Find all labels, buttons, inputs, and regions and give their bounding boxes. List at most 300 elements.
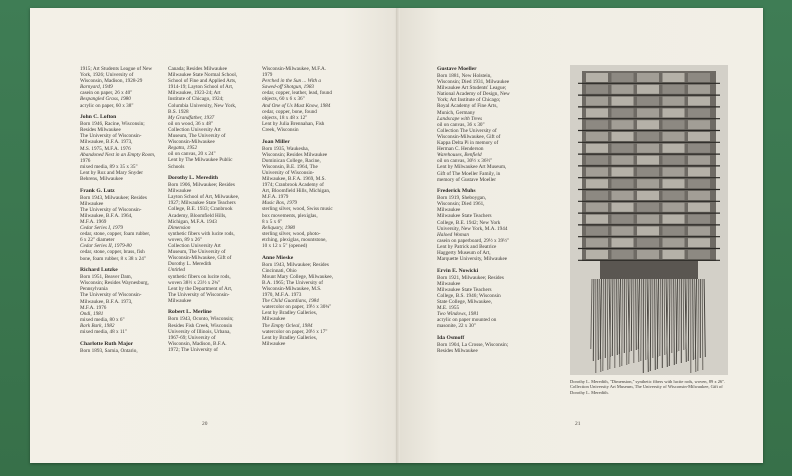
artist-name: Robert L. Merline bbox=[168, 309, 212, 316]
entry-line: Resides Milwaukee bbox=[437, 348, 478, 355]
fiber-fringe bbox=[702, 279, 703, 370]
entry-line: Milwaukee, B.F.A. 1964, bbox=[80, 212, 133, 219]
weave-panel bbox=[612, 167, 634, 176]
weave-panel bbox=[688, 179, 710, 188]
entry-line: casein on paper, 26 x 40" bbox=[80, 90, 133, 97]
entry-line: Wisconsin, Madison, 1928-29 bbox=[80, 78, 143, 85]
artwork-title: Haloed Woman bbox=[437, 231, 469, 238]
weave-panel bbox=[688, 191, 710, 200]
weave-panel bbox=[612, 132, 634, 141]
weave-panel bbox=[663, 156, 685, 165]
entry-line: Gift of The Moeller Family, in bbox=[437, 170, 501, 177]
weave-panel bbox=[637, 167, 659, 176]
entry-line: Collection University Art bbox=[168, 243, 221, 250]
artwork-title: Barnyard, 1949 bbox=[80, 84, 113, 91]
photo-caption: Dorothy L. Meredith, "Dimension," synthetic fibers with lucite rods, woven, 89 x 26". Collection University Art Museum, The University of Wisconsin-Milwaukee, Gift of Dorothy L. Meredith. bbox=[570, 379, 726, 395]
weave-panel bbox=[637, 226, 659, 235]
weave-panel bbox=[688, 250, 710, 259]
entry-line: M.S. 1975, M.F.A. 1976 bbox=[80, 145, 131, 152]
entry-line: casein on paperboard, 29½ x 39½" bbox=[437, 237, 510, 244]
entry-line: cedar, copper, leather, lead, found bbox=[262, 90, 332, 97]
weave-panel bbox=[688, 120, 710, 129]
artwork-title: Dimension bbox=[168, 224, 191, 231]
weave-panel bbox=[637, 179, 659, 188]
weave-panel bbox=[612, 238, 634, 247]
artwork-title: Reliquary, 1980 bbox=[262, 224, 296, 231]
weave-panel bbox=[663, 132, 685, 141]
entry-line: acrylic on paper, 60 x 38" bbox=[80, 102, 134, 109]
weave-panel bbox=[586, 73, 608, 82]
weave-panel bbox=[688, 215, 710, 224]
artist-entry bbox=[80, 188, 176, 262]
entry-line: Milwaukee bbox=[168, 297, 192, 304]
entry-line: Milwaukee bbox=[262, 316, 286, 323]
entry-line: Born 1921, Milwaukee; Resides bbox=[437, 274, 504, 281]
fiber-fringe bbox=[698, 279, 699, 371]
artwork-title: And One of Us Must Know, 1984 bbox=[262, 102, 331, 109]
entry-line: College, B.E. 1942; New York bbox=[437, 219, 501, 226]
entry-line: Marquette University, Milwaukee bbox=[437, 256, 508, 263]
entry-line: Milwaukee, B.F.A. 1969, M.S. bbox=[262, 176, 326, 182]
fiber-fringe bbox=[598, 279, 599, 360]
entry-line: Born 1919, Sheboygan, bbox=[437, 195, 486, 202]
artwork-title: The Child Guardians, 1984 bbox=[262, 298, 319, 305]
weave-panel bbox=[663, 167, 685, 176]
weave-panel bbox=[586, 120, 608, 129]
entry-line: Museum, The University of bbox=[168, 249, 226, 256]
entry-line: objects, 18 x 48 x 12" bbox=[262, 114, 308, 121]
weave-panel bbox=[637, 203, 659, 212]
weave-panel bbox=[663, 215, 685, 224]
entry-line: Mount Mary College, Milwaukee, bbox=[262, 273, 334, 280]
artist-entry bbox=[80, 267, 176, 335]
right-page-number: 21 bbox=[575, 421, 581, 427]
weave-panel bbox=[637, 156, 659, 165]
weave-panel bbox=[688, 132, 710, 141]
entry-line: Haggerty Museum of Art, bbox=[437, 250, 491, 257]
artwork-photo bbox=[570, 65, 728, 375]
entry-line: Lent by Patrick and Beatrice bbox=[437, 243, 497, 250]
weave-panel bbox=[637, 132, 659, 141]
entry-line: University, New York, M.A. 1944 bbox=[437, 225, 508, 232]
weave-panel bbox=[586, 167, 608, 176]
artwork-title: My Grandfather, 1937 bbox=[168, 114, 215, 121]
entry-line: M.F.A. 1969 bbox=[80, 218, 107, 225]
entry-line: Institute of Chicago, 1924; bbox=[168, 96, 224, 103]
artwork-title: Bespangled Grass, 1980 bbox=[80, 96, 131, 103]
fiber-fringe bbox=[641, 279, 642, 361]
weave-panel bbox=[637, 250, 659, 259]
artist-name: Anne Mieske bbox=[262, 254, 294, 261]
weave-panel bbox=[688, 203, 710, 212]
entry-line: 1915; Art Students League of New bbox=[80, 66, 153, 72]
entry-line: M.E. 1955 bbox=[437, 305, 460, 312]
fiber-fringe bbox=[674, 279, 675, 365]
weave-panel bbox=[586, 144, 608, 153]
artist-name: John C. Lofton bbox=[80, 114, 117, 121]
fiber-fringe bbox=[622, 279, 623, 366]
weave-panel bbox=[688, 73, 710, 82]
artist-entry bbox=[168, 175, 268, 304]
entry-line: Herman C. Henderson bbox=[437, 146, 484, 153]
artwork-title: Untitled bbox=[168, 267, 186, 274]
fiber-fringe bbox=[645, 279, 646, 360]
entry-line: Born 1906, Milwaukee; Resides bbox=[168, 182, 235, 189]
fiber-fringe bbox=[655, 279, 656, 370]
weave-panel bbox=[586, 215, 608, 224]
entry-line: woven 38½ x 23½ x 2¾" bbox=[168, 279, 221, 286]
weave-panel bbox=[663, 250, 685, 259]
entry-line: 1979 bbox=[262, 72, 273, 79]
artist-name: Frank G. Lutz bbox=[80, 187, 115, 194]
weave-panel bbox=[612, 191, 634, 200]
entry-line: oil on canvas, 20 x 24" bbox=[168, 151, 216, 158]
artwork-title: The Empty Ocleal, 1984 bbox=[262, 322, 313, 329]
weave-panel bbox=[612, 250, 634, 259]
fiber-fringe bbox=[603, 279, 604, 371]
artist-entry bbox=[262, 66, 372, 133]
fiber-fringe bbox=[631, 279, 632, 351]
artwork-title: Abandoned Nest in an Empty Room, bbox=[80, 151, 156, 158]
entry-line: Milwaukee bbox=[262, 340, 286, 347]
weave-panel bbox=[663, 73, 685, 82]
artist-name: Ida Osmoff bbox=[437, 335, 465, 342]
entry-line: mixed media, 80 x 6" bbox=[80, 316, 125, 323]
weave-panel bbox=[637, 108, 659, 117]
weave-panel bbox=[688, 156, 710, 165]
fiber-fringe bbox=[612, 279, 613, 356]
entry-line: Milwaukee bbox=[168, 188, 192, 195]
entry-line: etching, plexiglas, mountstone, bbox=[262, 236, 327, 243]
fiber-fringe bbox=[636, 279, 637, 350]
entry-line: Lent by Bradley Galleries, bbox=[262, 334, 318, 341]
entry-line: University of Wisconsin- bbox=[262, 169, 315, 176]
weave-panel bbox=[612, 120, 634, 129]
entry-line: Milwaukee State Teachers bbox=[437, 213, 492, 220]
entry-line: Art, Bloomfield Hills, Michigan, bbox=[262, 188, 331, 195]
fiber-fringe bbox=[617, 279, 618, 355]
artwork-title: Cedar Series II, 1979-80 bbox=[80, 243, 132, 250]
entry-line: 1976 bbox=[80, 157, 91, 164]
entry-line: Lent by Bradley Galleries, bbox=[262, 310, 318, 317]
entry-line: Wisconsin; Resides Waynesburg, bbox=[80, 280, 149, 287]
weave-panel bbox=[586, 250, 608, 259]
entry-line: Wisconsin; Died 1961, bbox=[437, 201, 485, 208]
artist-name: Joan Miller bbox=[262, 138, 290, 145]
weave-panel bbox=[612, 73, 634, 82]
entry-line: College, B.S. 1946; Wisconsin bbox=[437, 293, 501, 299]
weave-panel bbox=[688, 167, 710, 176]
weave-panel bbox=[688, 238, 710, 247]
weave-panel bbox=[663, 120, 685, 129]
entry-line: Creek, Wisconsin bbox=[262, 126, 299, 133]
entry-line: Milwaukee, B.F.A. 1973, bbox=[80, 139, 133, 146]
entry-line: Dominican College, Racine, bbox=[262, 157, 321, 164]
entry-line: watercolor on paper, 19½ x 30¾" bbox=[262, 304, 332, 311]
artist-name: Frederick Muhs bbox=[437, 188, 476, 195]
entry-line: 1972; The University of bbox=[168, 346, 218, 353]
weave-panel bbox=[637, 120, 659, 129]
left-page-number: 20 bbox=[202, 421, 208, 427]
entry-line: 1927; Milwaukee State Teachers bbox=[168, 200, 236, 207]
entry-line: 1974; Cranbrook Academy of bbox=[262, 182, 324, 189]
entry-line: State College, Milwaukee, bbox=[437, 299, 493, 306]
entry-line: Wisconsin-Milwaukee, M.F.A. bbox=[262, 66, 327, 72]
entry-line: watercolor on paper, 20½ x 17" bbox=[262, 328, 328, 335]
entry-line: Born 1881, New Holstein, bbox=[437, 73, 492, 79]
entry-line: Behrens, Milwaukee bbox=[80, 176, 123, 182]
entry-line: 1914-19; Layton School of Art, bbox=[168, 84, 234, 91]
entry-line: Born 1904, La Crosse, Wisconsin; bbox=[437, 342, 509, 349]
weave-panel bbox=[637, 97, 659, 106]
weave-panel bbox=[688, 144, 710, 153]
fiber-fringe bbox=[607, 279, 608, 370]
artist-entry bbox=[168, 66, 268, 170]
entry-line: oil on wood, 36 x 48" bbox=[168, 120, 214, 127]
weave-panel bbox=[586, 132, 608, 141]
entry-line: Wisconsin; Died 1931, Milwaukee bbox=[437, 79, 510, 86]
entry-line: York, 1926; University of bbox=[80, 72, 134, 79]
entry-line: Wisconsin-Milwaukee, Gift of bbox=[437, 133, 501, 140]
entry-line: sterling silver, wood, photo- bbox=[262, 230, 321, 237]
entry-line: B.A. 1965; The University of bbox=[262, 279, 323, 286]
artist-entry bbox=[437, 66, 565, 183]
entry-line: Born 1943, Oconto, Wisconsin; bbox=[168, 316, 234, 323]
fiber-fringe bbox=[679, 279, 680, 351]
artist-entry bbox=[80, 341, 176, 354]
weave-panel bbox=[612, 108, 634, 117]
entry-line: oil on canvas, 36 x 30" bbox=[437, 121, 485, 128]
artist-name: Dorothy L. Meredith bbox=[168, 175, 218, 182]
entry-line: Lent by Julia Brennahan, Fish bbox=[262, 120, 325, 127]
artist-name: Ervin E. Nowicki bbox=[437, 267, 479, 274]
entry-line: Milwaukee bbox=[437, 207, 461, 214]
artist-entry bbox=[437, 188, 565, 262]
entry-line: Born 1943, Milwaukee; Resides bbox=[262, 261, 329, 268]
entry-line: cedar, stone, copper, brass, fish bbox=[80, 249, 145, 256]
entry-line: 8 x 5 x 6" bbox=[262, 218, 283, 225]
weave-panel bbox=[586, 179, 608, 188]
entry-line: Milwaukee bbox=[80, 200, 104, 207]
artwork-title: Sawed-off Shotgun, 1983 bbox=[262, 84, 315, 91]
weave-panel bbox=[663, 85, 685, 94]
weave-panel bbox=[663, 191, 685, 200]
entry-line: acrylic on paper mounted on bbox=[437, 317, 497, 324]
weave-panel bbox=[663, 144, 685, 153]
entry-line: Born 1943, Milwaukee; Resides bbox=[80, 194, 147, 201]
weave-panel bbox=[688, 97, 710, 106]
weave-panel bbox=[637, 191, 659, 200]
entry-line: Lent by The Milwaukee Public bbox=[168, 157, 233, 164]
entry-line: Kappa Delta Pi in memory of bbox=[437, 140, 499, 147]
entry-line: box movements, plexiglas, bbox=[262, 212, 318, 219]
fiber-fringe bbox=[660, 279, 661, 356]
entry-line: oil on canvas, 30½ x 36½" bbox=[437, 158, 493, 165]
entry-line: York; Art Institute of Chicago; bbox=[437, 97, 501, 104]
weave-panel bbox=[637, 238, 659, 247]
entry-line: Wisconsin-Milwaukee, M.S. bbox=[262, 286, 322, 292]
weave-panel bbox=[586, 156, 608, 165]
entry-line: The University of Wisconsin- bbox=[80, 292, 142, 299]
weave-panel bbox=[663, 238, 685, 247]
entry-line: The University of Wisconsin- bbox=[80, 133, 142, 140]
right-page-column bbox=[437, 66, 565, 360]
entry-line: B.S. 1928 bbox=[168, 108, 189, 115]
artist-entry bbox=[437, 335, 565, 354]
entry-line: Milwaukee, 1923-24; Art bbox=[168, 90, 221, 97]
entry-line: cedar, copper, bone, found bbox=[262, 108, 317, 115]
woven-fiber-artwork-image bbox=[570, 65, 728, 375]
artist-entry bbox=[80, 114, 176, 182]
entry-line: Milwaukee, B.F.A. 1973, bbox=[80, 298, 133, 305]
entry-line: mixed media, 89 x 35 x 35" bbox=[80, 163, 138, 170]
entry-line: masonite, 22 x 30" bbox=[437, 323, 477, 330]
weave-panel bbox=[612, 179, 634, 188]
weave-panel bbox=[586, 85, 608, 94]
fiber-fringe bbox=[664, 279, 665, 355]
entry-line: Royal Academy of Fine Arts, bbox=[437, 103, 498, 110]
fiber-fringe bbox=[593, 279, 594, 361]
entry-line: Columbia University, New York, bbox=[168, 102, 237, 109]
entry-line: Michigan, M.F.A. 1943 bbox=[168, 218, 217, 225]
artist-entry bbox=[262, 255, 372, 347]
weave-panel bbox=[612, 226, 634, 235]
weave-panel bbox=[663, 97, 685, 106]
entry-line: Munich, Germany bbox=[437, 109, 476, 116]
fiber-fringe bbox=[688, 279, 689, 361]
entry-line: Milwaukee State Teachers bbox=[437, 286, 492, 293]
entry-line: Wisconsin-Milwaukee bbox=[168, 139, 215, 146]
entry-line: Resides Fish Creek, Wisconsin bbox=[168, 322, 233, 329]
artwork-title: Ondi, 1981 bbox=[80, 310, 104, 317]
artist-name: Gustave Moeller bbox=[437, 66, 477, 72]
entry-line: Milwaukee Art Students' League; bbox=[437, 85, 507, 92]
entry-line: Museum, The University of bbox=[168, 133, 226, 140]
weave-panel bbox=[688, 108, 710, 117]
entry-line: Milwaukee bbox=[437, 280, 461, 287]
artist-entry bbox=[262, 139, 372, 250]
entry-line: Collection University Art bbox=[168, 126, 221, 133]
entry-line: Born 1951, Beaver Dam, bbox=[80, 274, 133, 281]
fiber-fringe bbox=[669, 279, 670, 366]
entry-line: College, B.E. 1933; Cranbrook bbox=[168, 206, 233, 213]
weave-panel bbox=[663, 108, 685, 117]
weave-panel bbox=[586, 238, 608, 247]
entry-line: Wisconsin, Madison, B.F.A. bbox=[168, 340, 227, 347]
artist-name: Charlotte Ruth Major bbox=[80, 340, 134, 347]
entry-line: Schools bbox=[168, 163, 185, 170]
entry-line: memory of Gustave Moeller bbox=[437, 176, 496, 183]
entry-line: 6 x 22" diameter bbox=[80, 237, 115, 244]
weave-panel bbox=[663, 203, 685, 212]
weave-panel bbox=[612, 97, 634, 106]
artist-entry bbox=[80, 66, 176, 109]
artwork-title: Perched in the Sun ... With a bbox=[262, 78, 322, 85]
entry-line: sterling silver, wood, Swiss music bbox=[262, 206, 333, 213]
entry-line: Born 1893, Sarnia, Ontario, bbox=[80, 347, 138, 354]
entry-line: Resides Milwaukee bbox=[80, 127, 121, 134]
weave-panel bbox=[688, 226, 710, 235]
entry-line: Lent by Milwaukee Art Museum, bbox=[437, 164, 507, 171]
artwork-title: Regatta, 1952 bbox=[168, 145, 198, 152]
fiber-fringe bbox=[650, 279, 651, 371]
entry-line: Born 1946, Racine, Wisconsin; bbox=[80, 121, 145, 128]
entry-line: The University of Wisconsin- bbox=[80, 206, 142, 213]
entry-line: Wisconsin; Resides Milwaukee bbox=[262, 151, 328, 158]
artwork-title: Music Box, 1979 bbox=[262, 200, 298, 207]
weave-panel bbox=[612, 215, 634, 224]
weave-panel bbox=[637, 85, 659, 94]
entry-line: woven, 89 x 26" bbox=[168, 236, 203, 243]
weave-panel bbox=[637, 215, 659, 224]
entry-line: Cincinnati, Ohio bbox=[262, 267, 297, 274]
artist-entry bbox=[168, 309, 268, 353]
left-page-column-1 bbox=[80, 66, 176, 359]
fiber-fringe bbox=[626, 279, 627, 365]
weave-panel bbox=[637, 144, 659, 153]
entry-line: Wisconsin-Milwaukee, Gift of bbox=[168, 255, 232, 262]
left-page-column-3 bbox=[262, 66, 372, 352]
entry-line: Pennsylvania bbox=[80, 286, 108, 293]
entry-line: M.F.A. 1976 bbox=[80, 304, 107, 311]
entry-line: Wisconsin, B.E. 1964, The bbox=[262, 163, 318, 170]
entry-line: cedar, stone, copper, foam rubber, bbox=[80, 231, 151, 238]
weaving-lower-band bbox=[600, 261, 698, 279]
artist-name: Richard Lutzke bbox=[80, 267, 118, 274]
entry-line: University of Illinois, Urbana, bbox=[168, 328, 231, 335]
entry-line: Lent by Roz and Mary Snyder bbox=[80, 169, 143, 176]
entry-line: synthetic fibers with lucite rods, bbox=[168, 230, 235, 237]
entry-line: objects, 60 x 6 x 36" bbox=[262, 96, 305, 103]
artwork-title: Warehouses, Benfield bbox=[437, 152, 482, 159]
entry-line: Milwaukee State Normal School, bbox=[168, 72, 238, 79]
entry-line: National Academy of Design, New bbox=[437, 91, 510, 98]
entry-line: M.F.A. 1979 bbox=[262, 194, 289, 201]
entry-line: 1970, M.F.A. 1973 bbox=[262, 292, 302, 299]
weave-panel bbox=[663, 226, 685, 235]
artwork-title: Cedar Series I, 1979 bbox=[80, 225, 123, 232]
entry-line: synthetic fibers on lucite rods, bbox=[168, 273, 231, 280]
artist-entry bbox=[437, 268, 565, 330]
left-page-column-2 bbox=[168, 66, 268, 359]
weave-panel bbox=[586, 226, 608, 235]
weave-panel bbox=[612, 203, 634, 212]
entry-line: Dorothy L. Meredith bbox=[168, 261, 212, 268]
book-gutter bbox=[396, 8, 400, 463]
entry-line: Born 1935, Waukesha, bbox=[262, 145, 310, 152]
weave-panel bbox=[637, 73, 659, 82]
weave-panel bbox=[612, 156, 634, 165]
entry-line: School of Fine and Applied Arts, bbox=[168, 78, 237, 85]
entry-line: mixed media, 48 x 11" bbox=[80, 328, 128, 335]
entry-line: 10 x 12 x 5" (opened) bbox=[262, 243, 308, 250]
weave-panel bbox=[612, 144, 634, 153]
weave-panel bbox=[612, 85, 634, 94]
entry-line: Layton School of Art, Milwaukee, bbox=[168, 194, 240, 201]
entry-line: 1967-69; University of bbox=[168, 334, 216, 341]
weave-panel bbox=[586, 97, 608, 106]
entry-line: Lent by the Department of Art, bbox=[168, 285, 233, 292]
artwork-title: Two Windows, 1981 bbox=[437, 311, 479, 318]
entry-line: The University of Wisconsin- bbox=[168, 291, 230, 298]
weave-panel bbox=[586, 108, 608, 117]
artwork-title: Landscape with Trees bbox=[437, 115, 483, 122]
entry-line: Academy, Bloomfield Hills, bbox=[168, 212, 227, 219]
fiber-fringe bbox=[693, 279, 694, 360]
weave-panel bbox=[663, 179, 685, 188]
weave-panel bbox=[586, 203, 608, 212]
weave-panel bbox=[586, 191, 608, 200]
